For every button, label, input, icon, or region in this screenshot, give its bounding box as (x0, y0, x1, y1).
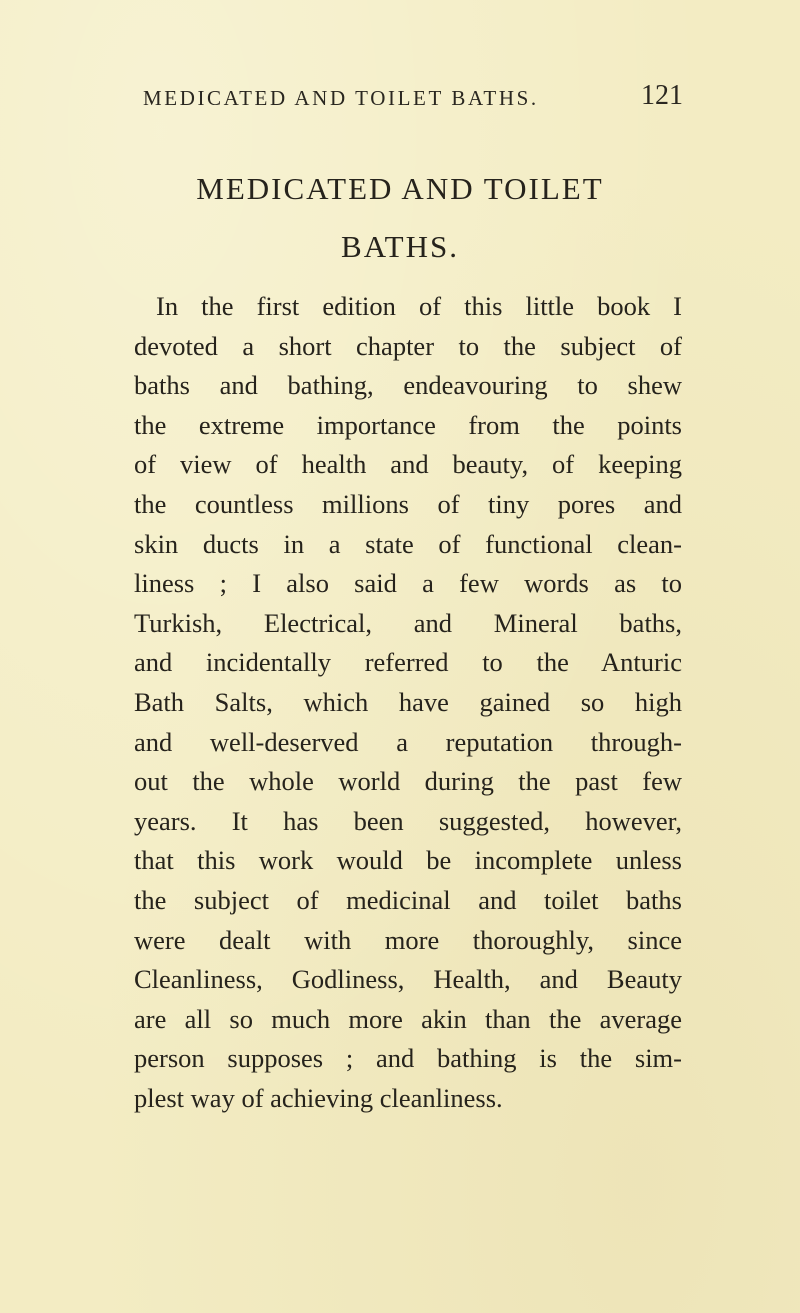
text-line: years. It has been suggested, however, (134, 805, 682, 836)
text-line: out the whole world during the past few (134, 766, 682, 797)
text-line: that this work would be incomplete unless (134, 845, 682, 876)
text-line: devoted a short chapter to the subject of (134, 330, 682, 361)
text-line: Turkish, Electrical, and Mineral baths, (134, 607, 682, 638)
chapter-title-line: MEDICATED AND TOILET (196, 171, 604, 206)
text-line: plest way of achieving cleanliness. (134, 1082, 503, 1113)
text-line: of view of health and beauty, of keeping (134, 449, 682, 480)
chapter-title (0, 160, 800, 276)
body-paragraph (134, 287, 682, 1118)
page-number: 121 (641, 80, 683, 111)
text-line: Bath Salts, which have gained so high (134, 686, 682, 717)
text-line: and well-deserved a reputation through- (134, 726, 682, 757)
text-line: were dealt with more thoroughly, since (134, 924, 682, 955)
chapter-title-line: BATHS. (341, 229, 459, 264)
text-line: person supposes ; and bathing is the sim- (134, 1043, 682, 1074)
text-line: Cleanliness, Godliness, Health, and Beauty (134, 964, 682, 995)
text-line: skin ducts in a state of functional clean- (134, 528, 682, 559)
text-line: are all so much more akin than the average (134, 1003, 682, 1034)
text-line: and incidentally referred to the Anturic (134, 647, 682, 678)
text-line: the extreme importance from the points (134, 409, 682, 440)
text-line: liness ; I also said a few words as to (134, 568, 682, 599)
text-line: the countless millions of tiny pores and (134, 488, 682, 519)
text-line: baths and bathing, endeavouring to shew (134, 370, 682, 401)
text-line: In the first edition of this little book I (156, 291, 682, 321)
running-title: MEDICATED AND TOILET BATHS. (143, 86, 539, 110)
text-line: the subject of medicinal and toilet baths (134, 884, 682, 915)
running-header (143, 80, 683, 120)
